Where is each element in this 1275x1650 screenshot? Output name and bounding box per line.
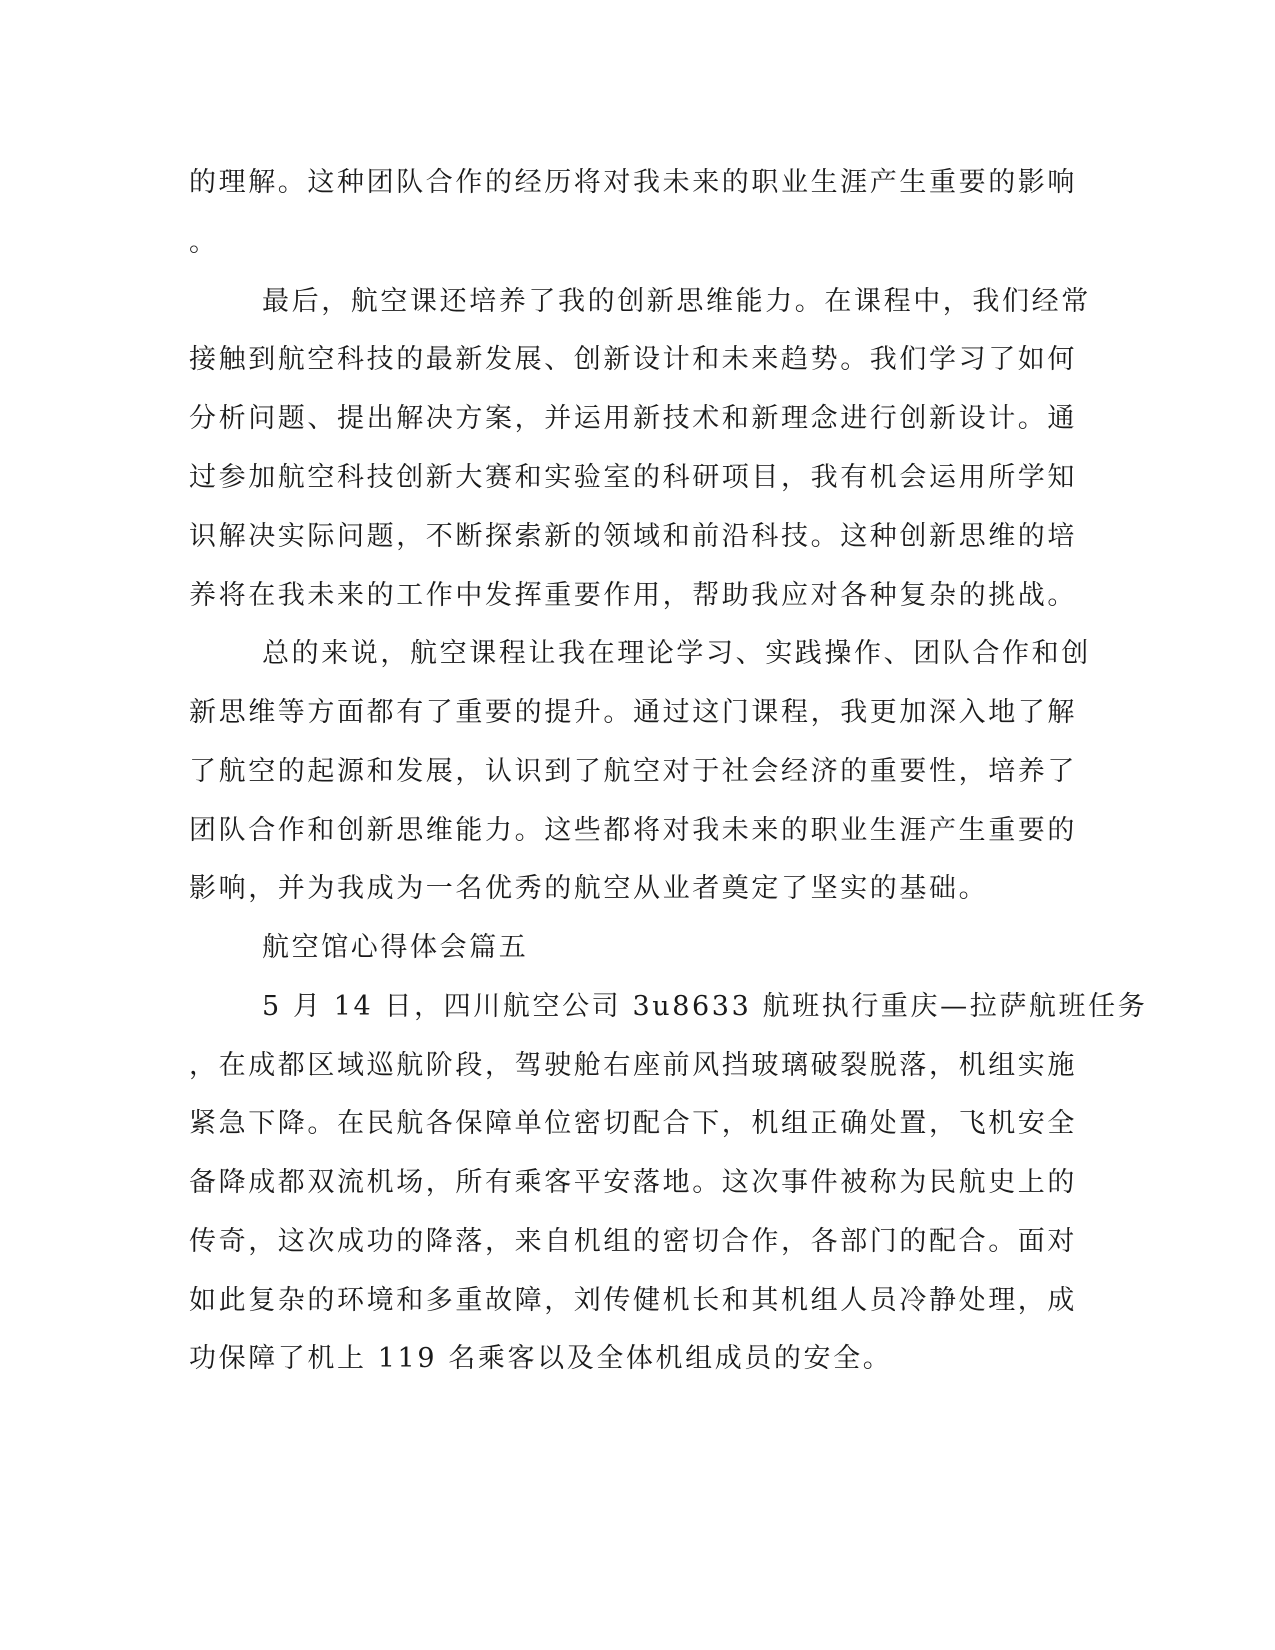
text-line: 接触到航空科技的最新发展、创新设计和未来趋势。我们学习了如何 [189,344,1077,375]
paragraph-start-line: 总的来说，航空课程让我在理论学习、实践操作、团队合作和创 [262,638,1091,669]
text-line: 团队合作和创新思维能力。这些都将对我未来的职业生涯产生重要的 [189,815,1077,846]
text-line: 备降成都双流机场，所有乘客平安落地。这次事件被称为民航史上的 [189,1167,1077,1198]
text-line: 如此复杂的环境和多重故障，刘传健机长和其机组人员冷静处理，成 [189,1285,1077,1316]
text-line: 的理解。这种团队合作的经历将对我未来的职业生涯产生重要的影响 [189,167,1077,198]
text-line: 紧急下降。在民航各保障单位密切配合下，机组正确处置，飞机安全 [189,1108,1077,1139]
section-heading: 航空馆心得体会篇五 [262,932,529,963]
text-line: 分析问题、提出解决方案，并运用新技术和新理念进行创新设计。通 [189,403,1077,434]
text-line: 新思维等方面都有了重要的提升。通过这门课程，我更加深入地了解 [189,697,1077,728]
text-line: 过参加航空科技创新大赛和实验室的科研项目，我有机会运用所学知 [189,462,1077,493]
text-line: 传奇，这次成功的降落，来自机组的密切合作，各部门的配合。面对 [189,1226,1077,1257]
text-line: 。 [189,227,219,258]
text-line: 了航空的起源和发展，认识到了航空对于社会经济的重要性，培养了 [189,756,1077,787]
text-line: ，在成都区域巡航阶段，驾驶舱右座前风挡玻璃破裂脱落，机组实施 [189,1050,1077,1081]
text-line: 识解决实际问题，不断探索新的领域和前沿科技。这种创新思维的培 [189,521,1077,552]
text-line: 养将在我未来的工作中发挥重要作用，帮助我应对各种复杂的挑战。 [189,580,1077,611]
paragraph-start-line: 5 月 14 日，四川航空公司 3u8633 航班执行重庆—拉萨航班任务 [262,991,1148,1022]
text-line: 功保障了机上 119 名乘客以及全体机组成员的安全。 [189,1343,893,1374]
paragraph-start-line: 最后，航空课还培养了我的创新思维能力。在课程中，我们经常 [262,286,1091,317]
text-line: 影响，并为我成为一名优秀的航空从业者奠定了坚实的基础。 [189,873,989,904]
